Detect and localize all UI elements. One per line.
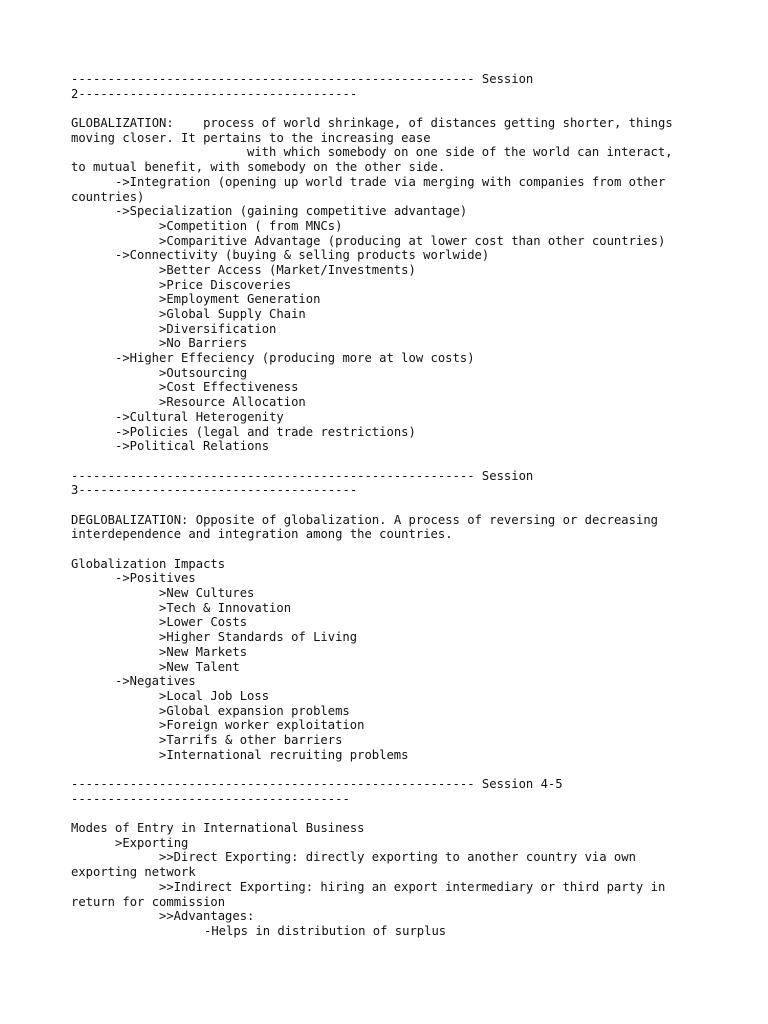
point-cultural: ->Cultural Heterogenity — [115, 409, 284, 424]
sub-item: >Diversification — [159, 321, 277, 336]
positives-heading: ->Positives — [115, 571, 196, 586]
blank-line — [71, 762, 691, 777]
globalization-definition: GLOBALIZATION: process of world shrinkage, of distances getting shorter, things — [71, 116, 673, 131]
indirect-exporting-cont: return for commission — [71, 894, 226, 909]
sub-item: >Better Access (Market/Investments) — [159, 262, 416, 277]
blank-line — [71, 498, 691, 513]
globalization-definition: with which somebody on one side of the world can interact, — [247, 145, 673, 160]
sub-item: >International recruiting problems — [159, 747, 409, 762]
session-3-divider: ------------------------------------------------------- Session — [71, 468, 534, 483]
session-2-divider-cont: 2-------------------------------------- — [71, 86, 358, 101]
sub-item: >Resource Allocation — [159, 395, 306, 410]
point-specialization: ->Specialization (gaining competitive advantage) — [115, 204, 468, 219]
point-efficiency: ->Higher Effeciency (producing more at low costs) — [115, 351, 475, 366]
document-page — [71, 72, 691, 939]
sub-item: >Employment Generation — [159, 292, 321, 307]
advantages-heading: >>Advantages: — [159, 909, 255, 924]
blank-line — [71, 101, 691, 116]
indirect-exporting: >>Indirect Exporting: hiring an export intermediary or third party in — [159, 879, 666, 894]
sub-item: >Tech & Innovation — [159, 600, 292, 615]
sub-item: >Global Supply Chain — [159, 307, 306, 321]
sub-item: >Global expansion problems — [159, 703, 350, 718]
sub-item: >Comparitive Advantage (producing at lower cost than other countries) — [159, 233, 666, 248]
session-3-divider-cont: 3-------------------------------------- — [71, 483, 358, 498]
deglobalization-definition: interdependence and integration among the countries. — [71, 527, 453, 542]
sub-item: >Outsourcing — [159, 365, 248, 380]
deglobalization-definition: DEGLOBALIZATION: Opposite of globalization. A process of reversing or decreasing — [71, 512, 658, 527]
blank-line — [71, 806, 691, 821]
sub-item: >New Talent — [159, 659, 240, 674]
point-political: ->Political Relations — [115, 439, 270, 454]
point-connectivity: ->Connectivity (buying & selling products worlwide) — [115, 248, 490, 263]
direct-exporting-cont: exporting network — [71, 865, 196, 880]
negatives-heading: ->Negatives — [115, 674, 196, 689]
sub-item: >Price Discoveries — [159, 277, 292, 292]
globalization-definition: moving closer. It pertains to the increasing ease — [71, 130, 431, 145]
exporting-heading: >Exporting — [115, 835, 189, 850]
sub-item: >Cost Effectiveness — [159, 380, 299, 395]
direct-exporting: >>Direct Exporting: directly exporting to another country via own — [159, 850, 636, 865]
impacts-heading: Globalization Impacts — [71, 556, 226, 571]
sub-item: >Tarrifs & other barriers — [159, 732, 343, 747]
session-4-5-divider-cont: -------------------------------------- — [71, 791, 350, 806]
sub-item: >New Cultures — [159, 586, 255, 601]
session-2-divider: ------------------------------------------------------- Session — [71, 72, 534, 86]
sub-item: >Local Job Loss — [159, 688, 270, 703]
blank-line — [71, 454, 691, 469]
globalization-definition: to mutual benefit, with somebody on the other side. — [71, 160, 446, 175]
session-4-5-divider: ------------------------------------------------------- Session 4-5 — [71, 777, 563, 791]
point-integration-cont: countries) — [71, 189, 145, 204]
point-policies: ->Policies (legal and trade restrictions) — [115, 424, 416, 439]
modes-heading: Modes of Entry in International Business — [71, 821, 365, 836]
advantage-item: -Helps in distribution of surplus — [204, 923, 447, 938]
sub-item: >Higher Standards of Living — [159, 630, 358, 645]
sub-item: >Competition ( from MNCs) — [159, 218, 343, 233]
sub-item: >No Barriers — [159, 336, 248, 351]
sub-item: >Foreign worker exploitation — [159, 718, 365, 733]
sub-item: >Lower Costs — [159, 615, 248, 630]
blank-line — [71, 542, 691, 557]
sub-item: >New Markets — [159, 644, 248, 659]
point-integration: ->Integration (opening up world trade via merging with companies from other — [115, 174, 666, 189]
